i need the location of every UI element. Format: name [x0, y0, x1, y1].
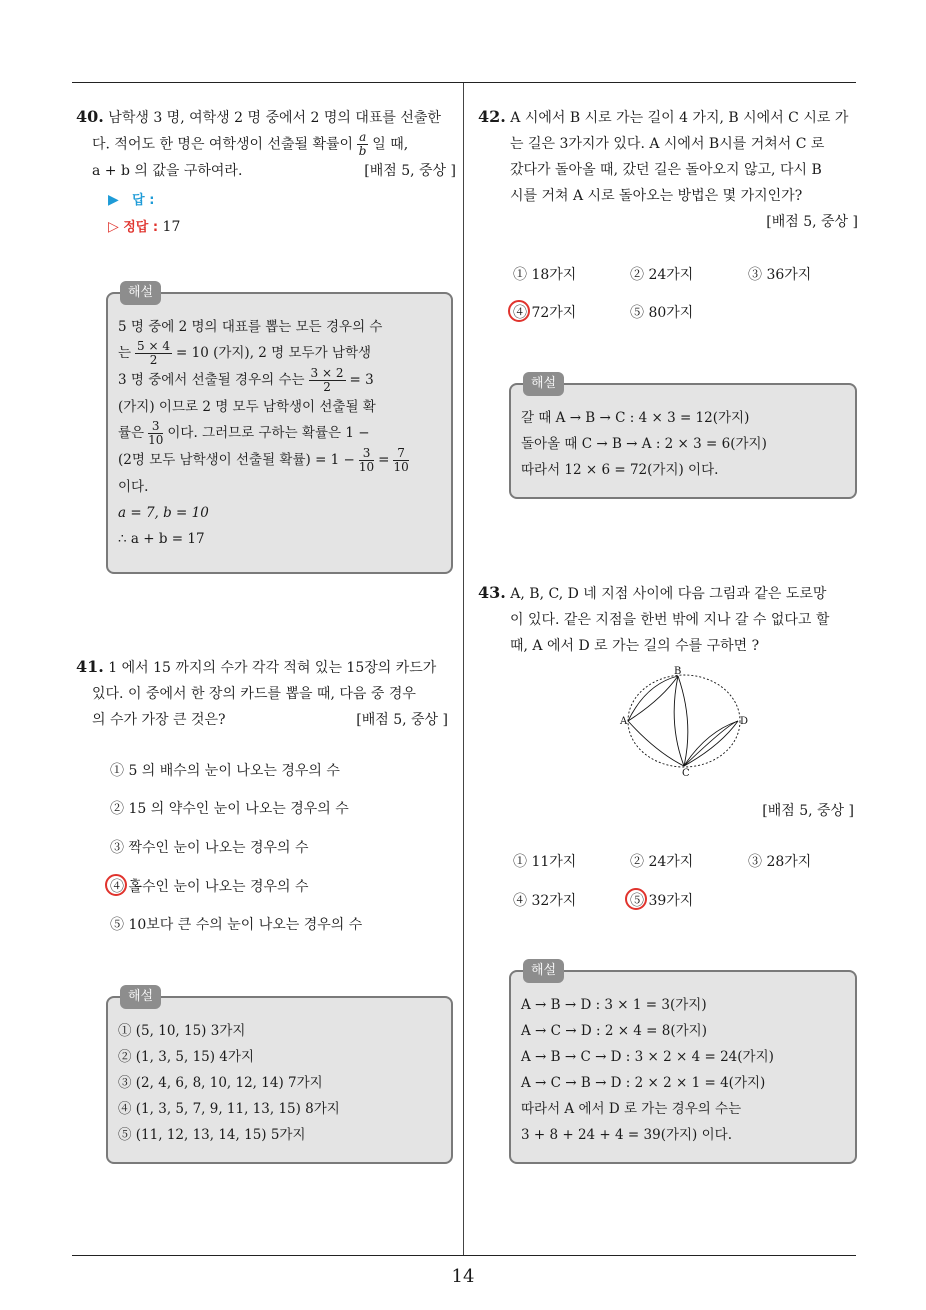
question-text: A, B, C, D 네 지점 사이에 다음 그림과 같은 도로망	[510, 586, 827, 602]
explanation-box-43	[509, 963, 857, 1164]
explain-line: ① (5, 10, 15) 3가지	[118, 1023, 246, 1039]
explain-line: 갈 때 A → B → C : 4 × 3 = 12(가지)	[521, 410, 750, 426]
question-text: 갔다가 돌아올 때, 갔던 길은 돌아오지 않고, 다시 B	[510, 162, 822, 178]
answer-row	[108, 188, 154, 213]
explain-line: 돌아올 때 C → B → A : 2 × 3 = 6(가지)	[521, 436, 767, 452]
label-c: C	[682, 768, 690, 778]
explain-line: A → C → D : 2 × 4 = 8(가지)	[521, 1023, 707, 1039]
road-a-c	[628, 721, 684, 766]
question-text: 1 에서 15 까지의 수가 각각 적혀 있는 15장의 카드가	[108, 660, 437, 676]
question-42	[478, 104, 858, 235]
question-text: 는 길은 3가지가 있다. A 시에서 B시를 거쳐서 C 로	[510, 136, 825, 152]
explain-line: 따라서 12 × 6 = 72(가지) 이다.	[521, 462, 719, 478]
question-text: 있다. 이 중에서 한 장의 카드를 뽑을 때, 다음 중 경우	[92, 686, 416, 702]
option-1[interactable]: ① 18가지	[513, 267, 577, 283]
selected-circle-icon	[508, 300, 530, 322]
explanation-box-41	[106, 989, 453, 1164]
option-3[interactable]: ③ 짝수인 눈이 나오는 경우의 수	[110, 840, 309, 856]
label-a: A	[620, 716, 628, 727]
correct-answer-row	[108, 215, 180, 240]
explain-line: 3 명 중에서 선출될 경우의 수는 $\frac{3 \times 2}{2}$ = 3	[118, 366, 374, 394]
explanation-tag: 해설	[120, 281, 161, 305]
explain-line: 따라서 A 에서 D 로 가는 경우의 수는	[521, 1101, 742, 1117]
explain-line: 3 + 8 + 24 + 4 = 39(가지) 이다.	[521, 1127, 732, 1143]
explanation-box-42	[509, 376, 857, 499]
option-5[interactable]: ⑤ 39가지	[630, 890, 693, 910]
option-3[interactable]: ③ 28가지	[748, 854, 812, 870]
correct-value: 17	[162, 219, 181, 235]
explanation-tag: 해설	[523, 372, 564, 396]
question-number: 41.	[76, 657, 104, 676]
explain-line: ∴ a + b = 17	[118, 531, 205, 547]
explain-line: A → C → B → D : 2 × 2 × 1 = 4(가지)	[521, 1075, 766, 1091]
points: [배점 5, 중상 ]	[766, 214, 858, 230]
option-1[interactable]: ① 5 의 배수의 눈이 나오는 경우의 수	[110, 763, 340, 779]
top-rule	[72, 82, 856, 83]
question-text: 남학생 3 명, 여학생 2 명 중에서 2 명의 대표를 선출한	[108, 110, 441, 126]
label-b: B	[674, 666, 682, 677]
option-2[interactable]: ② 24가지	[630, 267, 694, 283]
question-text: 다. 적어도 한 명은 여학생이 선출될 확률이	[92, 136, 354, 153]
option-4[interactable]: ④ 홀수인 눈이 나오는 경우의 수	[110, 876, 309, 896]
outer-road	[628, 675, 740, 767]
bottom-rule	[72, 1255, 856, 1256]
question-number: 40.	[76, 107, 104, 126]
road-c-d	[684, 721, 738, 766]
explain-line: ④ (1, 3, 5, 7, 9, 11, 13, 15) 8가지	[118, 1101, 340, 1117]
question-number: 42.	[478, 107, 506, 126]
option-4[interactable]: ④ 32가지	[513, 893, 577, 909]
question-43	[478, 580, 858, 659]
road-network-diagram	[616, 664, 750, 778]
option-2[interactable]: ② 15 의 약수인 눈이 나오는 경우의 수	[110, 801, 349, 817]
points: [배점 5, 중상 ]	[356, 712, 448, 728]
label-d: D	[740, 716, 749, 727]
question-41	[76, 654, 456, 733]
outline-arrow-icon: ▷	[108, 219, 119, 235]
option-4[interactable]: ④ 72가지	[513, 302, 576, 322]
option-5[interactable]: ⑤ 80가지	[630, 305, 694, 321]
option-1[interactable]: ① 11가지	[513, 854, 577, 870]
explain-line: 5 명 중에 2 명의 대표를 뽑는 모든 경우의 수	[118, 319, 383, 335]
road-c-d	[684, 721, 738, 766]
question-text: a + b 의 값을 구하여라.	[92, 163, 243, 179]
question-40	[76, 104, 456, 184]
option-5[interactable]: ⑤ 10보다 큰 수의 눈이 나오는 경우의 수	[110, 917, 363, 933]
explain-line: A → B → C → D : 3 × 2 × 4 = 24(가지)	[521, 1049, 774, 1065]
explain-line: ② (1, 3, 5, 15) 4가지	[118, 1049, 254, 1065]
points: [배점 5, 중상 ]	[364, 163, 456, 179]
option-3[interactable]: ③ 36가지	[748, 267, 812, 283]
road-c-d	[684, 721, 738, 766]
question-text: 이 있다. 같은 지점을 한번 밖에 지나 갈 수 없다고 할	[510, 612, 830, 628]
correct-label: 정답 :	[123, 220, 159, 235]
explanation-box-40	[106, 285, 453, 574]
question-number: 43.	[478, 583, 506, 602]
fraction: $\frac{a}{b}$	[358, 130, 367, 158]
question-text: 시를 거쳐 A 시로 돌아오는 방법은 몇 가지인가?	[510, 188, 803, 204]
explain-line: a = 7, b = 10	[118, 505, 209, 521]
explain-line: 률은 $\frac{3}{10}$ 이다. 그러므로 구하는 확률은 1 −	[118, 419, 370, 447]
explain-line: 는 $\frac{5 \times 4}{2}$ = 10 (가지), 2 명 모두가 남학생	[118, 339, 372, 367]
explain-line: ⑤ (11, 12, 13, 14, 15) 5가지	[118, 1127, 306, 1143]
question-text: 일 때,	[372, 136, 409, 153]
column-divider	[463, 83, 464, 1255]
answer-label: 답 :	[132, 193, 155, 208]
explanation-tag: 해설	[120, 985, 161, 1009]
explain-line: 이다.	[118, 479, 149, 495]
explanation-tag: 해설	[523, 959, 564, 983]
explain-line: A → B → D : 3 × 1 = 3(가지)	[521, 997, 707, 1013]
question-text: A 시에서 B 시로 가는 길이 4 가지, B 시에서 C 시로 가	[510, 110, 849, 126]
points: [배점 5, 중상 ]	[762, 803, 854, 819]
question-text: 때, A 에서 D 로 가는 길의 수를 구하면 ?	[510, 638, 760, 654]
page-number: 14	[451, 1266, 475, 1287]
option-2[interactable]: ② 24가지	[630, 854, 694, 870]
explain-line: ③ (2, 4, 6, 8, 10, 12, 14) 7가지	[118, 1075, 323, 1091]
selected-circle-icon	[105, 874, 127, 896]
play-arrow-icon: ▶	[108, 192, 119, 208]
points-43	[478, 798, 854, 824]
explain-line: (2명 모두 남학생이 선출될 확률) = 1 − $\frac{3}{10}$ = $\frac{7}{10}$	[118, 446, 409, 474]
explain-line: (가지) 이므로 2 명 모두 남학생이 선출될 확	[118, 399, 376, 415]
question-text: 의 수가 가장 큰 것은?	[92, 712, 226, 728]
selected-circle-icon	[625, 888, 647, 910]
